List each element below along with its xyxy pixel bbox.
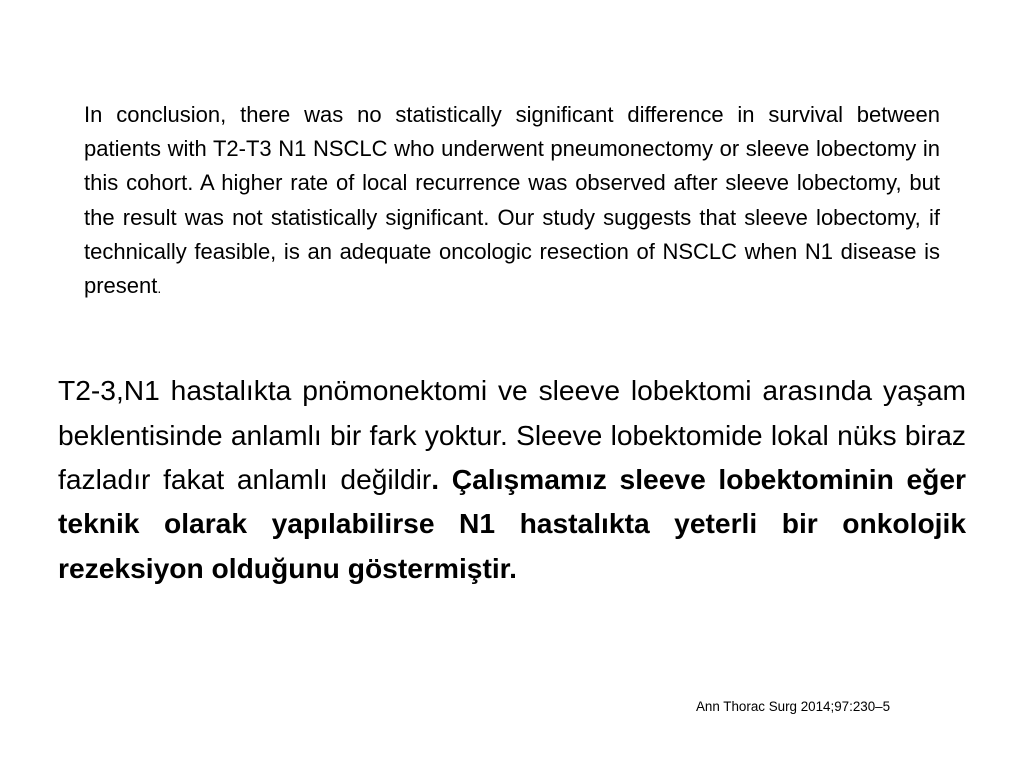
turkish-summary-regular-text: T2-3,N1 hastalıkta pnömonektomi ve sleeve lobektomi arasında yaşam beklentisinde anlamlı bir fark yoktur. Sleeve lobektomide lokal nüks biraz fazladır fakat anlamlı değildir: [58, 374, 966, 495]
english-end-period: .: [157, 280, 162, 297]
turkish-summary-bold-text: . Çalışmamız sleeve lobektominin eğer teknik olarak yapılabilirse N1 hastalıkta yeterli bir onkolojik rezeksiyon olduğunu göstermiştir: [58, 463, 966, 584]
turkish-summary-end-period: .: [509, 551, 517, 584]
turkish-summary-paragraph: [58, 368, 966, 590]
citation-reference: Ann Thorac Surg 2014;97:230–5: [696, 699, 891, 714]
english-conclusion-paragraph: [84, 98, 940, 305]
english-conclusion-text: In conclusion, there was no statistically significant difference in survival between patients with T2-T3 N1 NSCLC who underwent pneumonectomy or sleeve lobectomy in this cohort. A higher rate of local recurrence was observed after sleeve lobectomy, but the result was not statistically significant. Our study suggests that sleeve lobectomy, if technically feasible, is an adequate oncologic resection of NSCLC when N1 disease is present: [84, 102, 940, 299]
